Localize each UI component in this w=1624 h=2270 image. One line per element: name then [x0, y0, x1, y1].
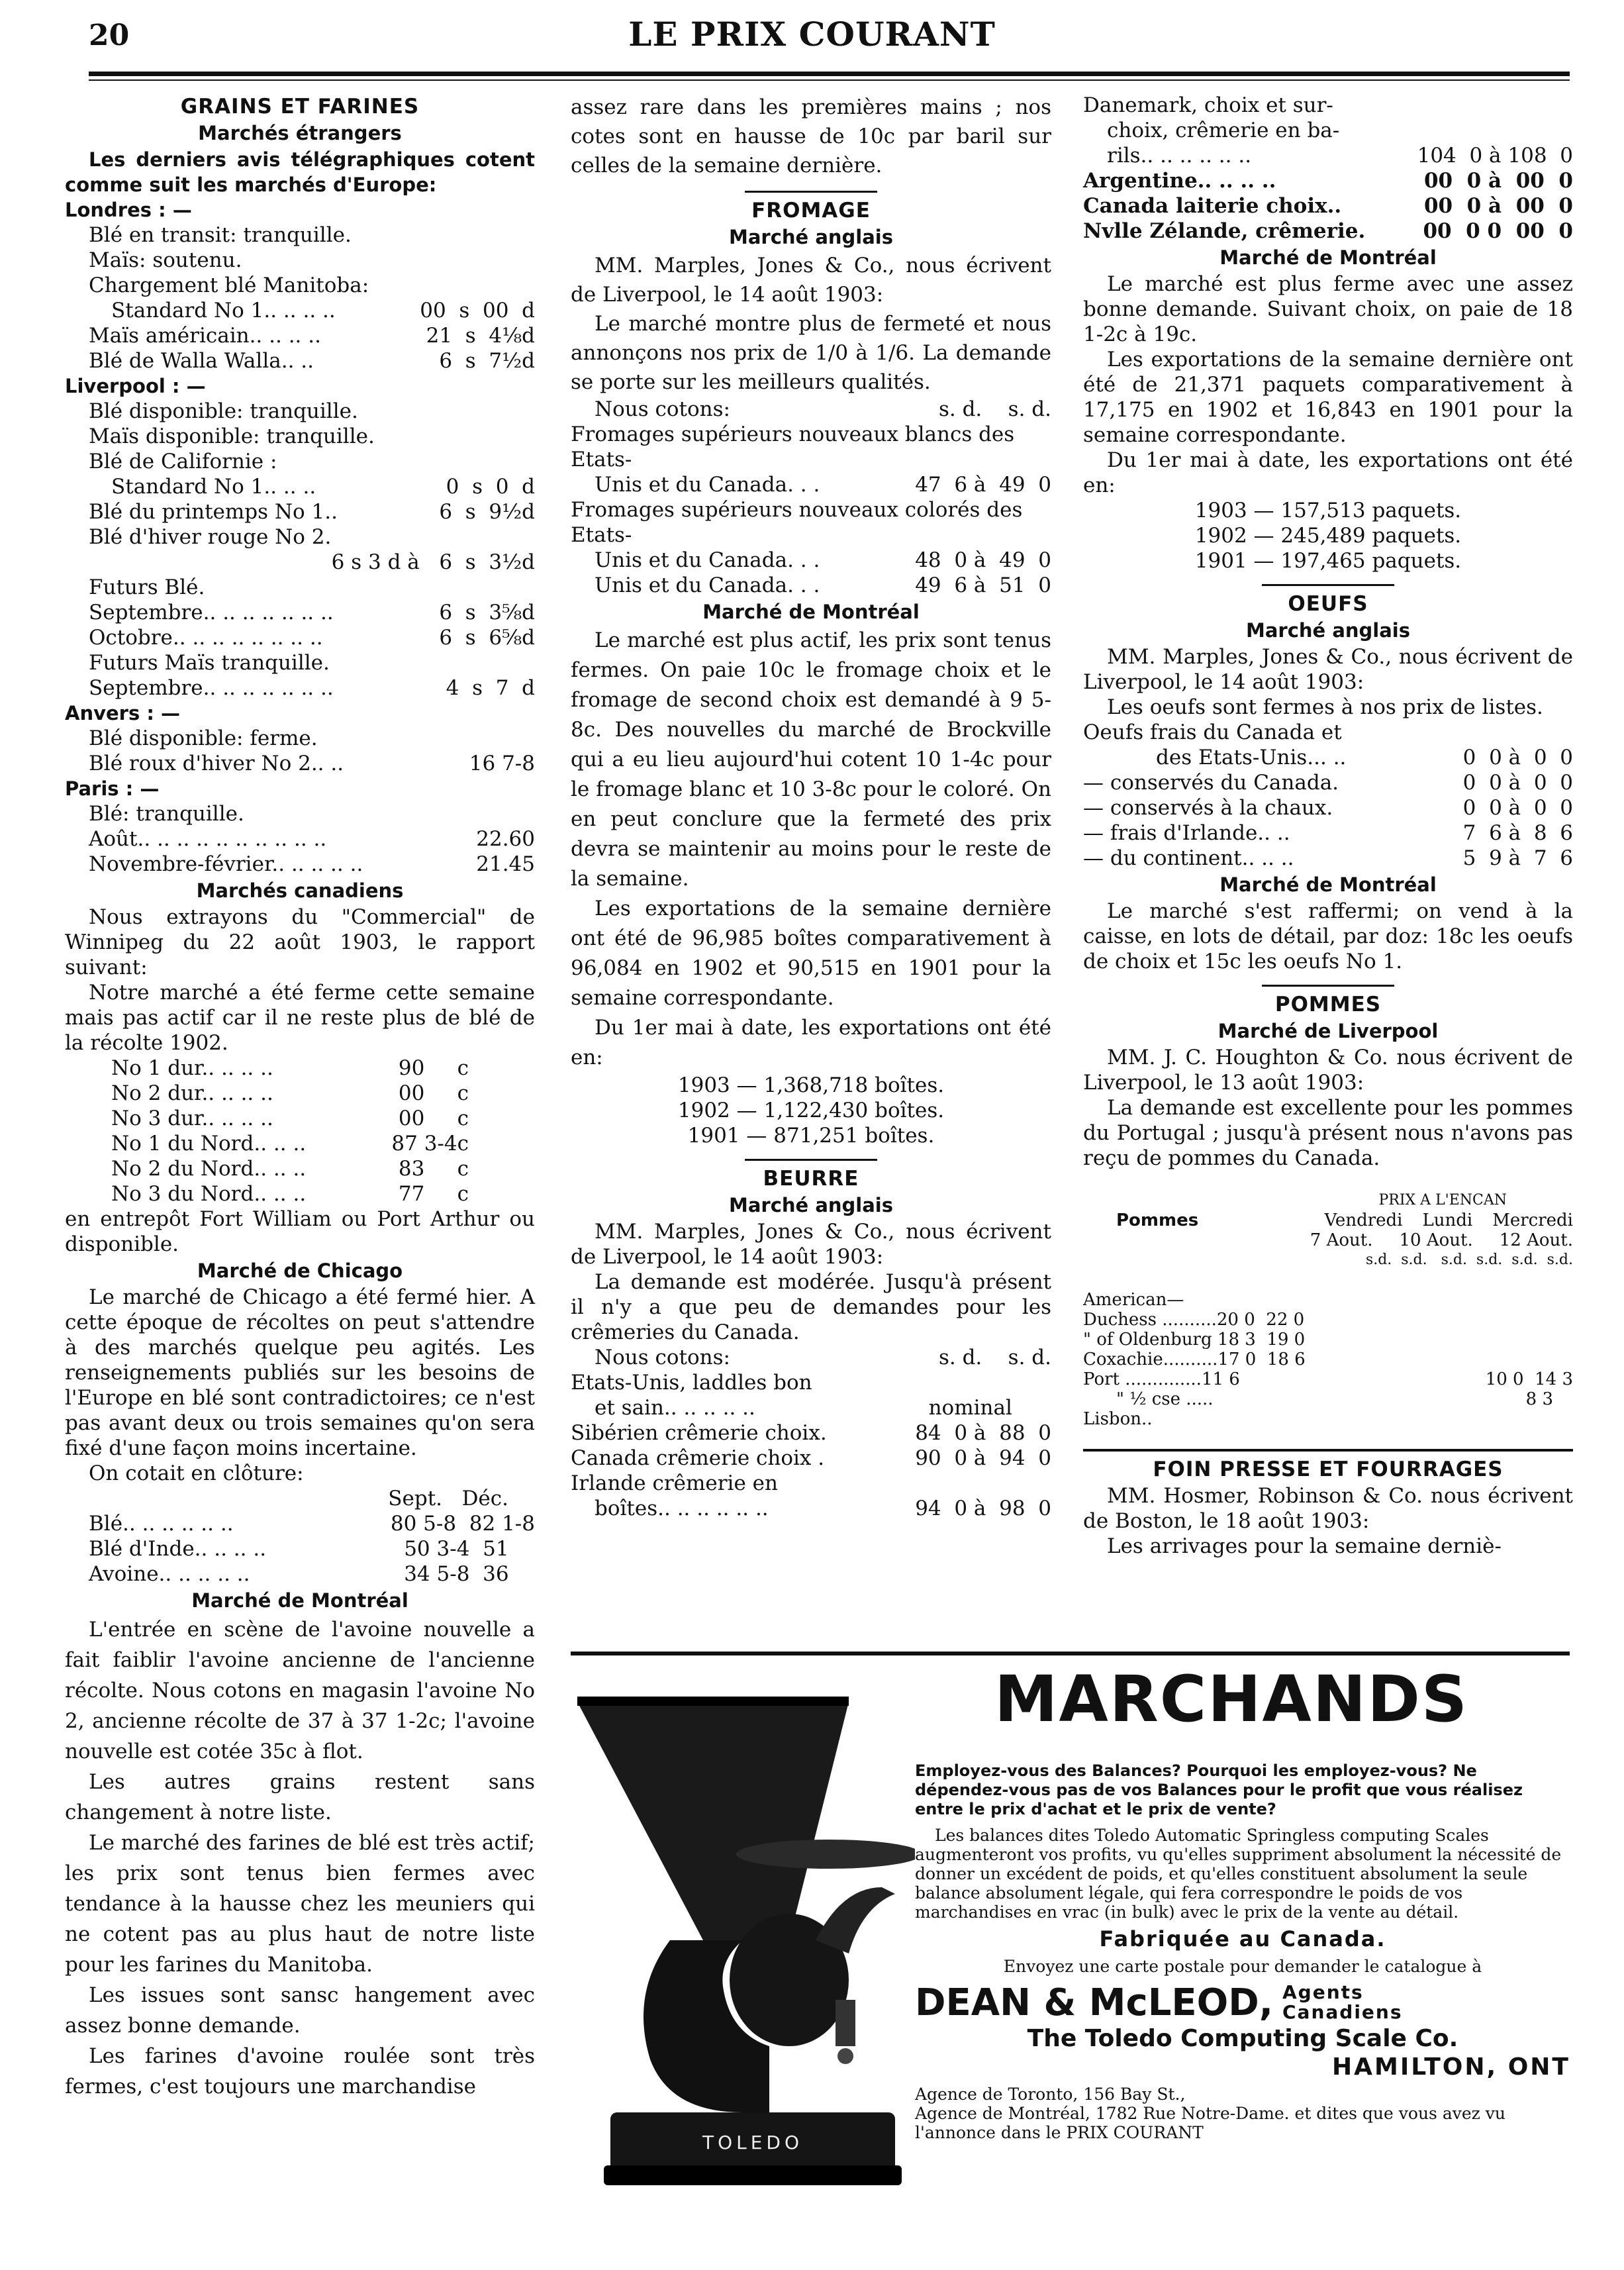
table-header: Nous cotons: s. d. s. d.	[595, 397, 1051, 421]
ad-toronto: Agence de Toronto, 156 Bay St.,	[915, 2085, 1186, 2104]
paragraph: L'entrée en scène de l'avoine nouvelle a fait faiblir l'avoine ancienne de l'ancienne récolte. Nous cotons en magasin l'avoine No 2, ancienne récolte de 37 à 37 1-2c; l'avoine nouvelle est cotée 35c à flot.	[65, 1618, 535, 1763]
paragraph: Le marché s'est raffermi; on vend à la caisse, en lots de détail, par doz: 18c les oeufs de choix et 15c les oeufs No 1.	[1083, 899, 1573, 973]
subheading: Marché de Chicago	[197, 1259, 403, 1282]
city-label: Londres : —	[65, 199, 192, 221]
price-row: Septembre.. .. .. .. .. .. .. 6 s 3⅝d	[89, 601, 535, 624]
divider	[1262, 985, 1394, 987]
export-row: 1903 — 157,513 paquets.	[1194, 499, 1462, 522]
ad-city: HAMILTON, ONT	[1332, 2053, 1570, 2081]
price-row: Blé du printemps No 1.. 6 s 9½d	[89, 500, 535, 524]
price-row: — conservés du Canada. 0 0 à 0 0	[1083, 771, 1573, 795]
line: Fromages supérieurs nouveaux colorés des Etats-	[571, 498, 1023, 547]
paragraph: assez rare dans les premières mains ; nos cotes sont en hausse de 10c par baril sur celles de la semaine dernière.	[571, 95, 1051, 177]
ad-montreal: Agence de Montréal, 1782 Rue Notre-Dame. et dites que vous avez vu l'annonce dans le PRIX COURANT	[915, 2104, 1505, 2142]
price-row: et sain.. .. .. .. .. nominal	[595, 1396, 1051, 1420]
price-row: Blé roux d'hiver No 2.. .. 16 7-8	[89, 752, 535, 775]
line: Maïs disponible: tranquille.	[89, 424, 375, 448]
ad-top-rule	[571, 1652, 1570, 1655]
line: On cotait en clôture:	[89, 1461, 304, 1485]
ad-company: DEAN & McLEOD,	[915, 1981, 1273, 2024]
line: Blé de Californie :	[89, 450, 277, 473]
header-rule	[89, 72, 1570, 76]
table-row: Port ..............11 6 10 0 14 3	[1083, 1369, 1573, 1389]
line: Oeufs frais du Canada et	[1083, 720, 1342, 744]
price-row: Standard No 1.. .. .. 0 s 0 d	[111, 475, 535, 499]
line: Futurs Maïs tranquille.	[89, 651, 330, 675]
price-row: No 1 dur.. .. .. .. 90 c	[111, 1056, 469, 1080]
ad-question: Employez-vous des Balances? Pourquoi les employez-vous? Ne dépendez-vous pas de vos Balances pour le profit que vous réalisez entre le prix d'achat et le prix de vente?	[915, 1761, 1523, 1818]
price-row: — frais d'Irlande.. .. 7 6 à 8 6	[1083, 821, 1573, 845]
table-row: Coxachie..........17 0 18 6	[1083, 1350, 1306, 1369]
price-row: — du continent.. .. .. 5 9 à 7 6	[1083, 846, 1573, 870]
line: Blé d'hiver rouge No 2.	[89, 525, 332, 549]
scale-illustration	[571, 1689, 915, 2205]
ad-headline: MARCHANDS	[994, 1662, 1469, 1736]
price-row: No 3 dur.. .. .. .. 00 c	[111, 1107, 469, 1130]
subheading: Marché de Montréal	[191, 1589, 408, 1612]
paragraph: MM. Marples, Jones & Co., nous écrivent de Liverpool, le 14 août 1903:	[571, 1220, 1051, 1269]
divider	[1262, 584, 1394, 586]
price-row: Blé.. .. .. .. .. .. 80 5-8 82 1-8	[89, 1512, 535, 1536]
paragraph: Les exportations de la semaine dernière ont été de 96,985 boîtes comparativement à 96,084 en 1902 et 90,515 en 1901 pour la semaine correspondante.	[571, 897, 1051, 1010]
ad-toledo-company: The Toledo Computing Scale Co.	[1027, 2025, 1458, 2052]
price-row: No 2 du Nord.. .. .. 83 c	[111, 1157, 469, 1181]
paragraph: Les arrivages pour la semaine derniè-	[1107, 1534, 1502, 1558]
subheading: Marché anglais	[728, 1194, 893, 1216]
ad-company-row	[915, 1983, 1570, 2022]
price-row: Octobre.. .. .. .. .. .. .. .. 6 s 6⅝d	[89, 626, 535, 650]
price-row: Août.. .. .. .. .. .. .. .. .. .. 22.60	[89, 827, 535, 851]
city-label: Liverpool : —	[65, 375, 206, 397]
price-row: No 3 du Nord.. .. .. 77 c	[111, 1182, 469, 1206]
section-heading: POMMES	[1274, 993, 1382, 1016]
masthead-title: LE PRIX COURANT	[628, 15, 996, 54]
paragraph: Du 1er mai à date, les exportations ont été en:	[571, 1016, 1051, 1069]
line: Blé disponible: tranquille.	[89, 399, 358, 423]
ad-paragraph: Les balances dites Toledo Automatic Springless computing Scales augmenteront vos profits, vu qu'elles suppriment absolument la nécessité de donner un excédent de poids, et qu'elles constituent absolument la seule balance absolument légale, qui fera correspondre le poids de vos marchandises en vrac (in bulk) avec le prix de la vente au détail.	[915, 1826, 1562, 1922]
subheading: Marché de Montréal	[1219, 246, 1437, 269]
divider	[745, 1159, 877, 1161]
paragraph: Le marché est plus actif, les prix sont tenus fermes. On paie 10c le fromage choix et le fromage de second choix est demandé à 9 5-8c. Des nouvelles du marché de Brockville qui a eu lieu aujourd'hui cotent 10 1-4c pour le fromage blanc et 10 3-8c pour le coloré. On en peut conclure que la fermeté des prix devra se maintenir au moins pour le reste de la semaine.	[571, 628, 1051, 891]
paragraph: MM. Marples, Jones & Co., nous écrivent de Liverpool, le 14 août 1903:	[571, 254, 1051, 307]
section-heading: BEURRE	[763, 1167, 859, 1191]
line: Irlande crêmerie en	[571, 1471, 778, 1495]
paragraph: Le marché montre plus de fermeté et nous annonçons nos prix de 1/0 à 1/6. La demande se porte sur les meilleurs qualités.	[571, 312, 1051, 394]
column-1	[65, 93, 535, 2102]
ad-made-in: Fabriquée au Canada.	[1099, 1926, 1386, 1951]
paragraph: Notre marché a été ferme cette semaine mais pas actif car il ne reste plus de blé de la récolte 1902.	[65, 981, 535, 1055]
line: choix, crêmerie en ba-	[1107, 119, 1340, 142]
header-rule-thin	[89, 79, 1570, 81]
paragraph: Les derniers avis télégraphiques cotent comme suit les marchés d'Europe:	[65, 148, 535, 196]
line: Futurs Blé.	[89, 575, 205, 599]
scale-brand-label: TOLEDO	[702, 2132, 804, 2153]
price-row: Unis et du Canada. . . 48 0 à 49 0	[595, 548, 1051, 572]
divider	[745, 191, 877, 193]
city-label: Anvers : —	[65, 702, 181, 724]
subheading: Marchés canadiens	[196, 879, 404, 902]
paragraph: MM. Hosmer, Robinson & Co. nous écrivent de Boston, le 18 août 1903:	[1083, 1484, 1573, 1533]
section-heading: GRAINS ET FARINES	[180, 95, 420, 119]
paragraph: Les issues sont sansc hangement avec assez bonne demande.	[65, 1983, 535, 2038]
table-header: Pommes Vendredi Lundi Mercredi	[1116, 1210, 1573, 1230]
table-header: Sept. Déc.	[388, 1487, 508, 1510]
price-row: des Etats-Unis... .. 0 0 à 0 0	[1156, 746, 1573, 769]
ad-agents: Agents Canadiens	[1282, 1981, 1403, 2023]
export-row: 1902 — 245,489 paquets.	[1194, 524, 1462, 548]
line: Danemark, choix et sur-	[1083, 93, 1333, 117]
column-3	[1083, 93, 1573, 1559]
table-header: 7 Aout. 10 Aout. 12 Aout.	[1310, 1230, 1573, 1250]
subheading: Marché de Montréal	[1219, 873, 1437, 896]
paragraph: Les oeufs sont fermes à nos prix de listes.	[1107, 695, 1543, 719]
paragraph: La demande est excellente pour les pommes du Portugal ; jusqu'à présent nous n'avons pas reçu de pommes du Canada.	[1083, 1096, 1573, 1170]
price-row: No 2 dur.. .. .. .. 00 c	[111, 1081, 469, 1105]
advertisement	[571, 1662, 1570, 2218]
paragraph: Nous extrayons du "Commercial" de Winnipeg du 22 août 1903, le rapport suivant:	[65, 905, 535, 979]
paragraph: Les farines d'avoine roulée sont très fermes, c'est toujours une marchandise	[65, 2044, 535, 2098]
table-row: Lisbon..	[1083, 1409, 1153, 1429]
price-row: Nvlle Zélande, crêmerie. 00 0 0 00 0	[1083, 219, 1573, 243]
paragraph: en entrepôt Fort William ou Port Arthur ou disponible.	[65, 1207, 535, 1256]
price-row: rils.. .. .. .. .. .. 104 0 à 108 0	[1107, 144, 1573, 168]
table-caption: PRIX A L'ENCAN	[1378, 1192, 1507, 1209]
paragraph: Du 1er mai à date, les exportations ont été en:	[1083, 448, 1573, 497]
page-number: 20	[89, 19, 130, 52]
table-row: " of Oldenburg 18 3 19 0	[1083, 1330, 1306, 1350]
paragraph: Le marché des farines de blé est très actif; les prix sont tenus bien fermes avec tendance à la hausse chez les meuniers qui ne cotent pas au plus haut de notre liste pour les farines du Manitoba.	[65, 1831, 535, 1977]
price-row: No 1 du Nord.. .. .. 87 3-4c	[111, 1132, 469, 1156]
section-heading: FOIN PRESSE ET FOURRAGES	[1153, 1457, 1504, 1481]
ad-catalogue: Envoyez une carte postale pour demander le catalogue à	[1003, 1957, 1482, 1976]
subheading: Marché de Montréal	[702, 601, 920, 623]
table-header: Nous cotons: s. d. s. d.	[595, 1346, 1051, 1369]
auction-table	[1083, 1191, 1573, 1429]
price-row: 6 s 3 d à 6 s 3½d	[331, 550, 535, 574]
price-row: Canada laiterie choix.. 00 0 à 00 0	[1083, 194, 1573, 218]
export-row: 1903 — 1,368,718 boîtes.	[677, 1073, 945, 1097]
paragraph: Les exportations de la semaine dernière ont été de 21,371 paquets comparativement à 17,175 en 1902 et 16,843 en 1901 pour la semaine correspondante.	[1083, 348, 1573, 447]
ad-body	[915, 1761, 1570, 2142]
section-heading: FROMAGE	[751, 199, 871, 222]
paragraph: Le marché de Chicago a été fermé hier. A cette époque de récoltes on peut s'attendre à des marchés quelque peu agités. Les renseignements publiés sur les besoins de l'Europe en blé sont contradictoires; ce n'est pas avant deux ou trois semaines qu'on sera fixé d'une façon moins incertaine.	[65, 1285, 535, 1460]
subheading: Marché de Liverpool	[1218, 1020, 1439, 1042]
section-heading: OEUFS	[1288, 592, 1368, 616]
price-row: Unis et du Canada. . . 49 6 à 51 0	[595, 573, 1051, 597]
export-row: 1901 — 871,251 boîtes.	[687, 1124, 935, 1148]
price-row: Maïs américain.. .. .. .. 21 s 4⅛d	[89, 324, 535, 348]
export-row: 1902 — 1,122,430 boîtes.	[677, 1099, 945, 1122]
price-row: Septembre.. .. .. .. .. .. .. 4 s 7 d	[89, 676, 535, 700]
divider	[1083, 1449, 1573, 1452]
paragraph: MM. J. C. Houghton & Co. nous écrivent de Liverpool, le 13 août 1903:	[1083, 1046, 1573, 1095]
line: Maïs: soutenu.	[89, 248, 242, 272]
subheading: Marchés étrangers	[198, 122, 402, 144]
city-label: Paris : —	[65, 777, 160, 800]
table-row: " ½ cse ..... 8 3	[1116, 1389, 1553, 1409]
line: Chargement blé Manitoba:	[89, 273, 369, 297]
price-row: Blé d'Inde.. .. .. .. 50 3-4 51	[89, 1537, 535, 1561]
paragraph: La demande est modérée. Jusqu'à présent il n'y a que peu de demandes pour les crêmeries du Canada.	[571, 1270, 1051, 1344]
price-row: Novembre-février.. .. .. .. .. 21.45	[89, 852, 535, 876]
paragraph: Les autres grains restent sans changement à notre liste.	[65, 1770, 535, 1824]
table-header: s.d. s.d. s.d. s.d. s.d. s.d.	[1365, 1252, 1573, 1268]
price-row: Standard No 1.. .. .. .. 00 s 00 d	[111, 299, 535, 322]
price-row: — conservés à la chaux. 0 0 à 0 0	[1083, 796, 1573, 820]
price-row: Canada crêmerie choix . 90 0 à 94 0	[571, 1446, 1051, 1470]
line: Blé en transit: tranquille.	[89, 223, 352, 247]
price-row: Argentine.. .. .. .. 00 0 à 00 0	[1083, 169, 1573, 193]
table-row: Duchess ..........20 0 22 0	[1083, 1310, 1305, 1330]
line: Blé disponible: ferme.	[89, 726, 318, 750]
price-row: Unis et du Canada. . . 47 6 à 49 0	[595, 473, 1051, 497]
paragraph: MM. Marples, Jones & Co., nous écrivent de Liverpool, le 14 août 1903:	[1083, 645, 1573, 694]
column-2	[571, 93, 1051, 1521]
subheading: Marché anglais	[1245, 619, 1410, 642]
price-row: Sibérien crêmerie choix. 84 0 à 88 0	[571, 1421, 1051, 1445]
paragraph: Le marché est plus ferme avec une assez bonne demande. Suivant choix, on paie de 18 1-2c à 19c.	[1083, 272, 1573, 346]
price-row: Avoine.. .. .. .. .. 34 5-8 36	[89, 1562, 535, 1586]
line: Blé: tranquille.	[89, 802, 244, 826]
line: Fromages supérieurs nouveaux blancs des Etats-	[571, 422, 1015, 471]
line: Etats-Unis, laddles bon	[571, 1371, 812, 1395]
export-row: 1901 — 197,465 paquets.	[1194, 549, 1462, 573]
table-row: American—	[1083, 1290, 1184, 1310]
price-row: Blé de Walla Walla.. .. 6 s 7½d	[89, 349, 535, 373]
subheading: Marché anglais	[728, 226, 893, 248]
price-row: boîtes.. .. .. .. .. .. 94 0 à 98 0	[595, 1497, 1051, 1520]
